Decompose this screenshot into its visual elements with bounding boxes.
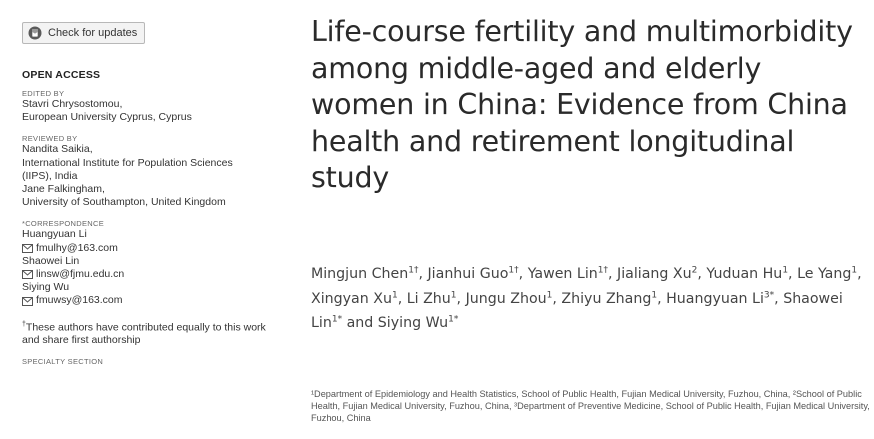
author-affiliation-mark: 1	[391, 289, 398, 300]
equal-contribution-note	[22, 318, 282, 348]
author-name: Yawen Lin	[527, 266, 598, 282]
author-name: Le Yang	[797, 266, 852, 282]
editor-name: Stavri Chrysostomou,	[22, 98, 123, 110]
author-name: Mingjun Chen	[311, 266, 409, 282]
author-list: Mingjun Chen$^{1\dagger}$, Jianhui Guo$^{1\dagger}$, Yawen Lin$^{1\dagger}$, Jialiang Xu$^2$, Yuduan Hu$^1$, Le Yang$^1$, Xingyan Xu$^1$, Li Zhu$^1$, Jungu Zhou$^1$, Zhiyu Zhang$^1$, Huangyuan $Li^{3*}$, Shaowei Lin$^{1*}$ and Siying $Wu^{1*}$	[311, 265, 862, 331]
correspondent-name: Huangyuan Li	[22, 228, 87, 241]
author-affiliation-mark: 1*	[448, 314, 459, 325]
correspondent-name: Shaowei Lin	[22, 254, 80, 267]
editor-affiliation: European University Cyprus, Cyprus	[22, 111, 192, 124]
email-address: fmulhy@163.com	[36, 241, 118, 254]
correspondent-name: Siying Wu	[22, 281, 70, 294]
specialty-section-label: SPECIALTY SECTION	[22, 357, 104, 367]
author-name: Siying Wu	[377, 315, 449, 331]
email-address: fmuwsy@163.com	[36, 294, 123, 307]
check-for-updates-label: Check for updates	[48, 27, 138, 39]
crossmark-icon	[28, 26, 42, 40]
author-affiliation-mark: 1	[450, 289, 457, 300]
author-affiliation-mark: 1†	[508, 265, 519, 276]
envelope-icon	[22, 244, 33, 253]
envelope-icon	[22, 270, 33, 279]
open-access-label: OPEN ACCESS	[22, 69, 101, 81]
email-address: linsw@fjmu.edu.cn	[36, 268, 125, 281]
author-name: Jialiang Xu	[617, 266, 692, 282]
affiliations: ¹Department of Epidemiology and Health Statistics, School of Public Health, Fujian Medical University, Fuzhou, China, ²School of Public Health, Fujian Medical University, Fuzhou, China, ³Department of Preventive Medicine, School of Public Health, Fujian Medical University, Fuzhou, China	[311, 389, 870, 424]
author-name: Shaowei Lin	[311, 290, 843, 331]
author-affiliation-mark: 1	[546, 289, 553, 300]
author-name: Yuduan Hu	[706, 266, 783, 282]
check-for-updates-button[interactable]	[22, 22, 145, 44]
article-sidebar	[22, 22, 282, 366]
reviewer-line: University of Southampton, United Kingdom	[22, 196, 226, 209]
correspondence-label: *CORRESPONDENCE	[22, 219, 105, 229]
reviewer-line: Nandita Saikia,	[22, 143, 93, 156]
author-name: Li Zhu	[406, 290, 451, 307]
author-name: Jianhui Guo	[427, 266, 509, 282]
edited-by-label: EDITED BY	[22, 89, 65, 98]
article-title: Life-course fertility and multimorbidity among middle-aged and elderly women in China: Evidence from China health and retirement longitudinal study	[311, 15, 853, 194]
reviewer-line: International Institute for Population Sciences	[22, 156, 233, 169]
equal-contribution-text: These authors have contributed equally to this work and share first authorship	[22, 321, 266, 347]
author-affiliation-mark: 1*	[331, 314, 343, 325]
reviewer-line: (IIPS), India	[22, 169, 78, 182]
author-affiliation-mark: 1	[651, 289, 658, 300]
reviewed-by-label: REVIEWED BY	[22, 134, 78, 144]
author-affiliation-mark: 3*	[763, 289, 775, 300]
author-name: Jungu Zhou	[465, 290, 547, 307]
correspondent-email[interactable]	[22, 294, 282, 307]
author-name: Huangyuan Li	[666, 290, 764, 307]
author-name: Xingyan Xu	[311, 290, 392, 307]
reviewer-line: Jane Falkingham,	[22, 183, 105, 196]
dagger-mark: †	[22, 320, 26, 328]
author-affiliation-mark: 2	[691, 265, 698, 276]
author-affiliation-mark: 1	[851, 265, 858, 276]
author-affiliation-mark: 1	[782, 265, 789, 276]
author-affiliation-mark: 1†	[597, 265, 608, 276]
correspondent-email[interactable]	[22, 268, 282, 281]
author-name: Zhiyu Zhang	[561, 290, 652, 307]
correspondent-email[interactable]	[22, 242, 282, 255]
envelope-icon	[22, 297, 33, 306]
author-affiliation-mark: 1†	[408, 265, 419, 276]
